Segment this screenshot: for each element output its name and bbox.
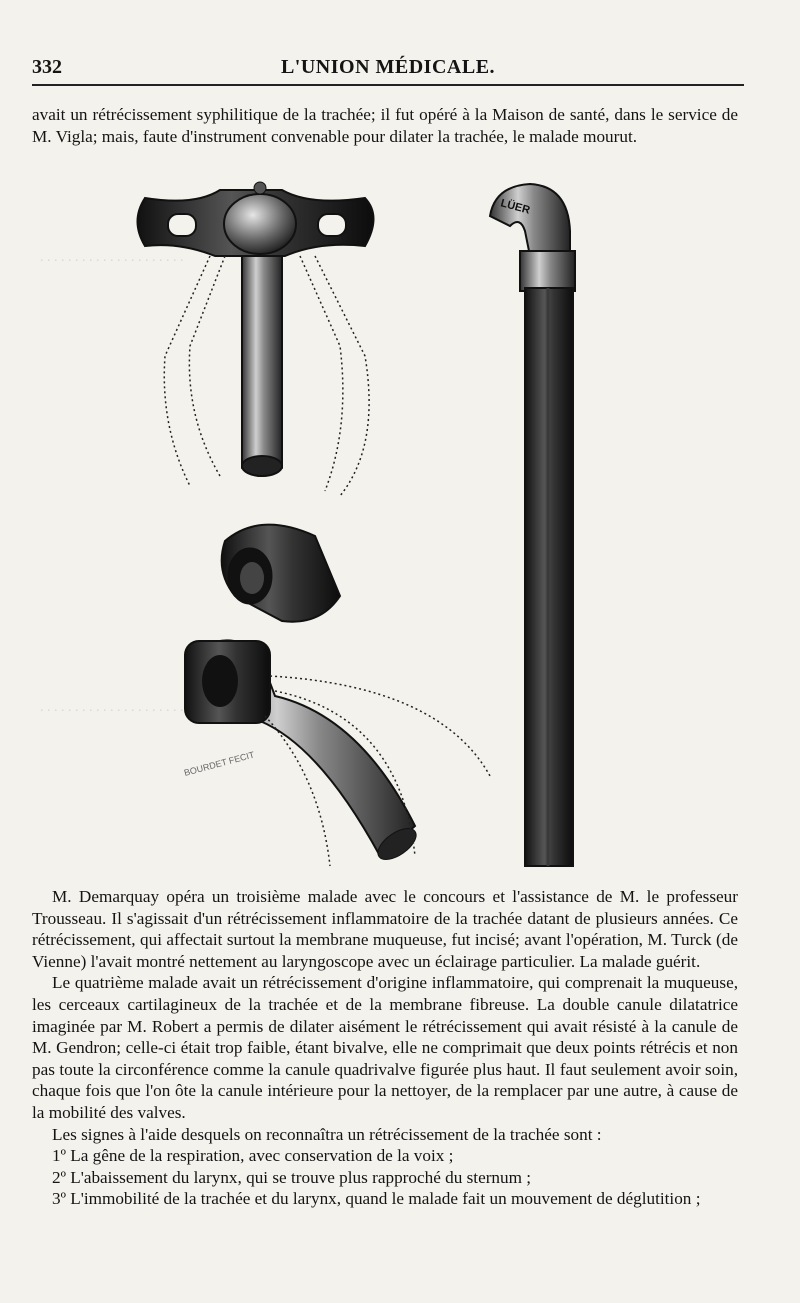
elbow-connector — [222, 525, 340, 622]
instrument-engraving — [20, 176, 640, 881]
list-item: 3º L'immobilité de la trachée et du larynx, quand le malade fait un mouvement de déglutition ; — [52, 1189, 701, 1209]
top-paragraph: avait un rétrécissement syphilitique de la trachée; il fut opéré à la Maison de santé, dans le service de M. Vigla; mais, faute d'instrument convenable pour dilater la trachée, le malade mourut. — [32, 105, 738, 146]
body-text — [32, 886, 738, 1210]
running-title: L'UNION MÉDICALE. — [280, 56, 496, 78]
valve-outline — [164, 256, 210, 486]
show-through-texture: . . . . . . . . . . . . . . . . . . . . . — [40, 250, 184, 265]
valve-outline — [300, 256, 343, 491]
curved-cannula — [182, 640, 490, 866]
page-number: 332 — [32, 56, 62, 78]
list-item: 2º L'abaissement du larynx, qui se trouve plus rapproché du sternum ; — [52, 1167, 532, 1187]
paragraph: Le quatrième malade avait un rétrécissement d'origine inflammatoire, qui comprenait la muqueuse, les cerceaux cartilagineux de la trachée et de la membrane fibreuse. La double canule dilatatrice imaginée par M. Robert a permis de dilater aisément le rétrécissement qui avait résisté à la canule de M. Gendron; celle-ci était trop faible, étant bivalve, elle ne comprimait que deux points rétrécis et non pas toute la circonférence comme la canule quadrivalve figurée plus haut. Il faut seulement avoir soin, chaque fois que l'on ôte la canule intérieure pour la nettoyer, de la remplacer par une autre, à cause de la mobilité des valves. — [32, 973, 738, 1122]
signs-list — [32, 1145, 738, 1210]
tube-maker-label: LÜER — [499, 197, 532, 217]
paragraph: M. Demarquay opéra un troisième malade avec le concours et l'assistance de M. le professeur Trousseau. Il s'agissait d'un rétrécissement inflammatoire de la trachée datant de plusieurs années. Ce rétrécissement, qui affectait surtout la membrane muqueuse, fut incisé; avant l'opération, M. Turck (de Vienne) l'avait montré nettement au laryngoscope avec un éclairage particulier. La malade guérit. — [32, 887, 738, 971]
show-through-texture: . . . . . . . . . . . . . . . . . . . . . — [40, 700, 184, 715]
cannula-shaft — [242, 256, 282, 476]
page-header — [32, 52, 744, 86]
paragraph: Les signes à l'aide desquels on reconnaîtra un rétrécissement de la trachée sont : — [52, 1124, 602, 1144]
valve-outline — [315, 256, 369, 496]
long-tube — [490, 184, 575, 866]
list-item: 1º La gêne de la respiration, avec conservation de la voix ; — [52, 1146, 454, 1166]
engraver-mark: BOURDET FECIT — [182, 749, 256, 778]
cannula-plate — [138, 182, 374, 256]
